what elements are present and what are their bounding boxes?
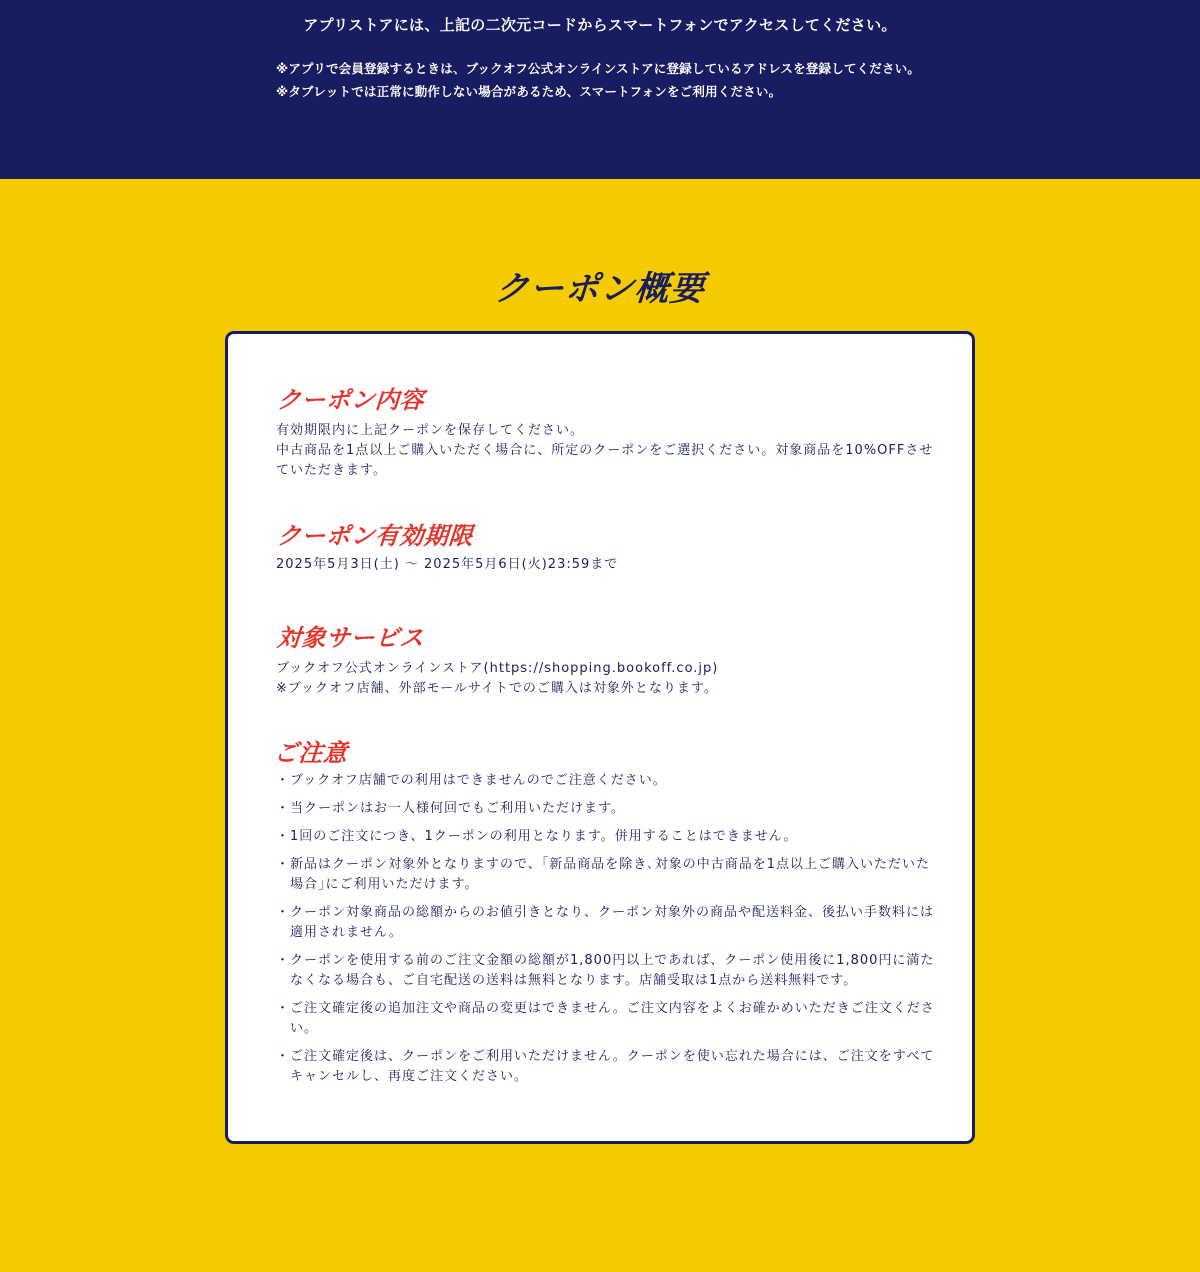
bullet-mark: ・	[276, 953, 291, 968]
bullet-mark: ・	[276, 829, 291, 844]
bullet-mark: ・	[276, 1001, 291, 1016]
app-access-banner	[0, 0, 1200, 179]
app-access-note: ※アプリで会員登録するときは、ブックオフ公式オンラインストアに登録しているアドレスを登録してください。	[276, 61, 921, 76]
coupon-overview-title: クーポン概要	[493, 269, 707, 309]
caution-item	[276, 903, 936, 943]
coupon-content-line: 有効期限内に上記クーポンを保存してください。	[276, 423, 585, 438]
caution-item-text: ご注文確定後の追加注文や商品の変更はできません。ご注文内容をよくお確かめいただきご注文ください。	[290, 1001, 935, 1036]
caution-item-text: 当クーポンはお一人様何回でもご利用いただけます。	[290, 801, 625, 816]
coupon-content-text	[276, 421, 936, 481]
caution-item	[276, 1047, 936, 1087]
coupon-overview-section	[0, 179, 1200, 1272]
caution-item	[276, 799, 936, 819]
caution-item	[276, 999, 936, 1039]
caution-item-text: 新品はクーポン対象外となりますので、｢新品商品を除き､対象の中古商品を1点以上ご購入いただいた場合｣にご利用いただけます。	[290, 857, 931, 892]
bullet-mark: ・	[276, 857, 291, 872]
bullet-mark: ・	[276, 773, 291, 788]
coupon-content-heading: クーポン内容	[276, 386, 426, 414]
target-service-line: ※ブックオフ店舗、外部モールサイトでのご購入は対象外となります。	[276, 681, 718, 696]
target-service-line: ブックオフ公式オンラインストア(https://shopping.bookoff.co.jp)	[276, 661, 719, 676]
caution-heading: ご注意	[273, 739, 349, 767]
app-access-notes	[276, 57, 976, 103]
caution-item	[276, 855, 936, 895]
coupon-overview-card	[225, 331, 975, 1144]
bullet-mark: ・	[276, 1049, 291, 1064]
coupon-validity-heading: クーポン有効期限	[276, 522, 475, 550]
caution-item-text: ご注文確定後は、クーポンをご利用いただけません。クーポンを使い忘れた場合には、ご注文をすべてキャンセルし、再度ご注文ください。	[290, 1049, 935, 1084]
caution-item-text: 1回のご注文につき、1クーポンの利用となります。併用することはできません。	[290, 829, 798, 844]
app-access-note: ※タブレットでは正常に動作しない場合があるため、スマートフォンをご利用ください。	[276, 84, 782, 99]
caution-item-text: ブックオフ店舗での利用はできませんのでご注意ください。	[290, 773, 667, 788]
target-service-text	[276, 659, 936, 699]
caution-item	[276, 827, 936, 847]
caution-item-text: クーポンを使用する前のご注文金額の総額が1,800円以上であれば、クーポン使用後に1,800円に満たなくなる場合も、ご自宅配送の送料は無料となります。店舗受取は1点から送料無料です。	[290, 953, 935, 988]
caution-list	[276, 771, 936, 1095]
coupon-validity-text: 2025年5月3日(土) 〜 2025年5月6日(火)23:59まで	[276, 557, 619, 572]
target-service-heading: 対象サービス	[276, 624, 426, 652]
app-access-instruction: アプリストアには、上記の二次元コードからスマートフォンでアクセスしてください。	[303, 16, 897, 34]
caution-item	[276, 771, 936, 791]
caution-item-text: クーポン対象商品の総額からのお値引きとなり、クーポン対象外の商品や配送料金、後払い手数料には適用されません。	[290, 905, 935, 940]
caution-item	[276, 951, 936, 991]
bullet-mark: ・	[276, 905, 291, 920]
coupon-content-line: 中古商品を1点以上ご購入いただく場合に、所定のクーポンをご選択ください。対象商品を10%OFFさせていただきます。	[276, 443, 934, 478]
bullet-mark: ・	[276, 801, 291, 816]
